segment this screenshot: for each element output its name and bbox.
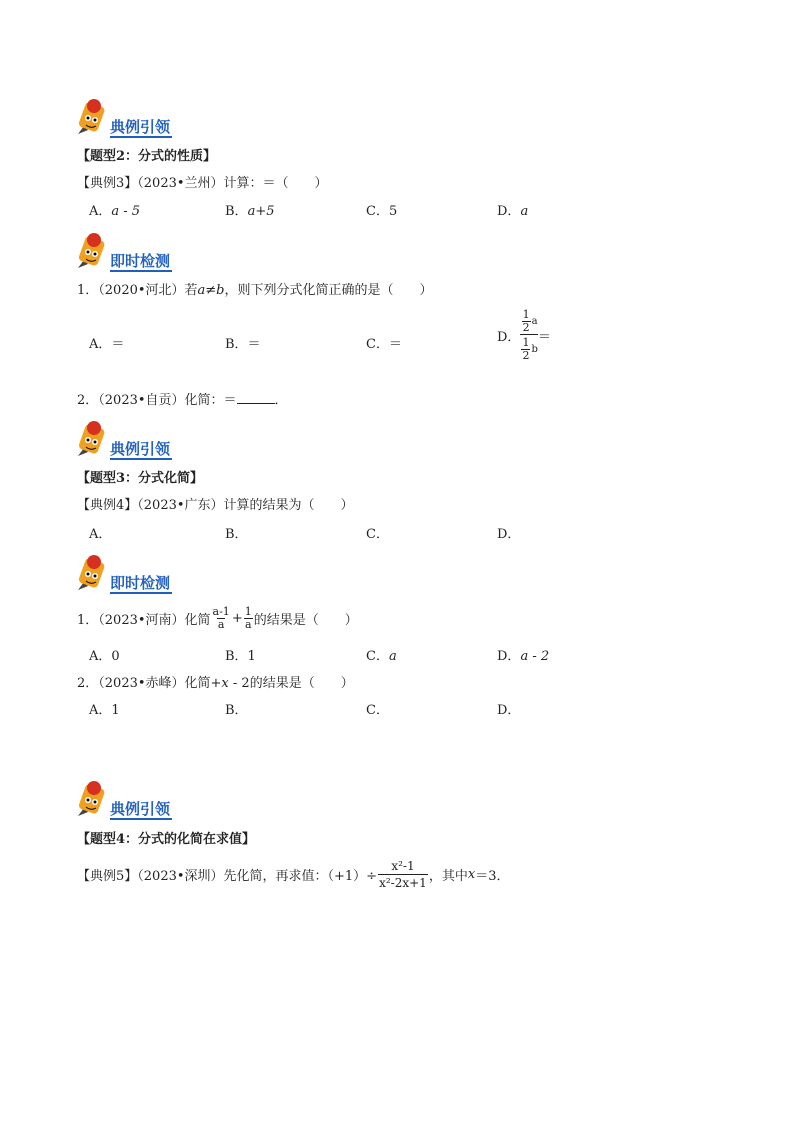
type-2-heading: 【题型2：分式的性质】 (77, 149, 217, 164)
check2-q1-option-d: D．a - 2 (497, 649, 550, 664)
pencil-mascot-icon (72, 96, 108, 140)
check2-q2-option-d: D． (497, 703, 521, 718)
ex3-option-b: B．a+5 (225, 204, 275, 219)
check2-q1-option-b: B．1 (225, 649, 256, 664)
ex4-option-a: A． (89, 527, 112, 542)
example-banner (72, 418, 212, 462)
pencil-mascot-icon (72, 230, 108, 274)
answer-blank[interactable] (237, 391, 275, 404)
check2-question-1: 1．（2023•河南）化简 $\frac{a-1}{a}$ + $\frac{1}{a}$ 的结果是（ ） (77, 605, 358, 631)
check2-q1-option-c: C．a (366, 649, 397, 664)
banner-title: 典例引领 (110, 800, 171, 818)
check1-option-a: A．＝ (89, 337, 125, 352)
check-banner (72, 552, 212, 596)
ex3-option-d: D．a (497, 204, 529, 219)
example-banner (72, 778, 212, 822)
example-3-question: 【典例3】（2023•兰州）计算：＝（ ） (77, 176, 328, 191)
check1-question-2: 2．（2023•自贡）化简：＝ ． (77, 393, 288, 408)
ex3-option-a: A．a - 5 (89, 204, 141, 219)
ex3-option-c: C．5 (366, 204, 398, 219)
check2-q2-option-b: B． (225, 703, 248, 718)
type-4-heading: 【题型4：分式的化简在求值】 (77, 832, 256, 847)
ex4-option-b: B． (225, 527, 248, 542)
check1-question-1: 1．（2020•河北）若a≠b，则下列分式化简正确的是（ ） (77, 283, 433, 298)
example-banner (72, 96, 212, 140)
check1-option-d: D． $\frac{1}{2}$ a $\frac{1}{2}$ b ＝ (497, 308, 551, 362)
check1-option-c: C．＝ (366, 337, 402, 352)
check2-q2-option-c: C． (366, 703, 389, 718)
check-banner (72, 230, 212, 274)
pencil-mascot-icon (72, 418, 108, 462)
banner-title: 即时检测 (110, 574, 171, 592)
ex4-option-c: C． (366, 527, 389, 542)
banner-title: 典例引领 (110, 440, 171, 458)
check2-q1-option-a: A．0 (89, 649, 120, 664)
banner-title: 典例引领 (110, 118, 171, 136)
check1-option-b: B．＝ (225, 337, 261, 352)
check2-question-2: 2．（2023•赤峰）化简+x - 2的结果是（ ） (77, 676, 354, 691)
type-3-heading: 【题型3：分式化简】 (77, 471, 204, 486)
pencil-mascot-icon (72, 778, 108, 822)
banner-title: 即时检测 (110, 252, 171, 270)
ex4-option-d: D． (497, 527, 521, 542)
check2-q2-option-a: A．1 (89, 703, 120, 718)
example-4-question: 【典例4】（2023•广东）计算的结果为（ ） (77, 498, 354, 513)
example-5-question: 【典例5】（2023•深圳）先化简，再求值：（+1）÷ $\frac{\text{x²-1}}{\text{x²-2x+1}}$ ，其中x＝3． (77, 859, 510, 890)
pencil-mascot-icon (72, 552, 108, 596)
